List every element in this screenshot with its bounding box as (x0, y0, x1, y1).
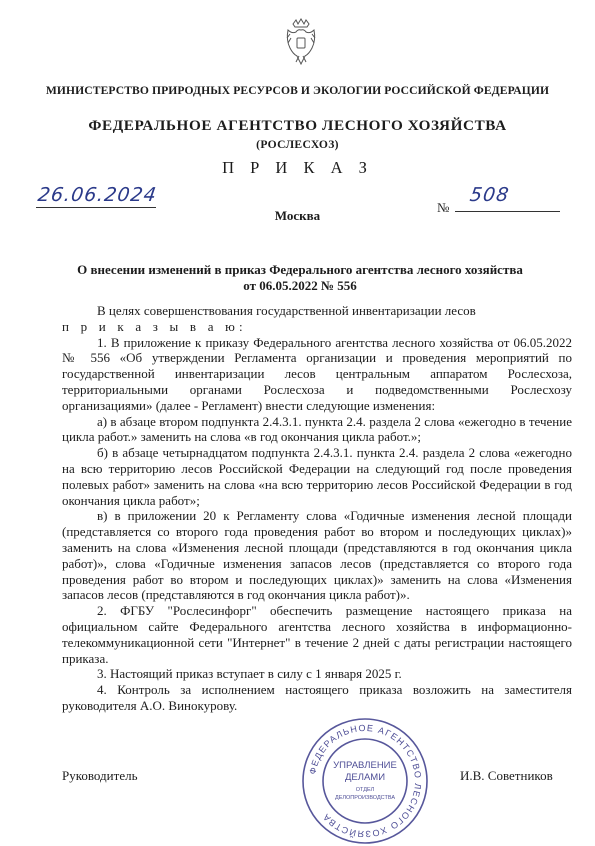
intro-paragraph: В целях совершенствования государственной инвентаризации лесов (97, 303, 476, 318)
document-type: П Р И К А З (222, 158, 373, 177)
order-city: Москва (274, 208, 321, 223)
agency-title: ФЕДЕРАЛЬНОЕ АГЕНТСТВО ЛЕСНОГО ХОЗЯЙСТВА (88, 117, 507, 134)
stamp-line-1: УПРАВЛЕНИЕ (333, 760, 397, 771)
order-number: 508 (468, 184, 511, 206)
number-underline (455, 211, 560, 212)
ministry-title: МИНИСТЕРСТВО ПРИРОДНЫХ РЕСУРСОВ И ЭКОЛОГИИ РОССИЙСКОЙ ФЕДЕРАЦИИ (45, 84, 550, 97)
subparagraph-c: в) в приложении 20 к Регламенту слова «Годичные изменения лесной площади (представляется со второго года проведения работ во втором и последующих циклах)» заменить на слова «Изменения лесной площади (представляются в год окончания цикла работ)», слова «Годичные изменения запасов лесов (представляется со второго года проведения работ во втором и последующих циклах)» заменить на слова «Изменения запасов лесов (представляются в год окончания цикла работ)». (62, 508, 572, 603)
order-body (62, 303, 572, 714)
command-word: п р и к а з ы в а ю: (62, 318, 247, 334)
subparagraph-a: а) в абзаце втором подпункта 2.4.3.1. пункта 2.4. раздела 2 слова «ежегодно в течение цикла работ.» заменить на слова «в год окончания цикла работ.»; (62, 413, 572, 445)
paragraph-3: 3. Настоящий приказ вступает в силу с 1 января 2025 г. (97, 666, 402, 682)
signatory-role: Руководитель (62, 768, 138, 783)
order-date: 26.06.2024 (36, 184, 159, 206)
stamp-line-2: ДЕЛАМИ (344, 772, 386, 783)
stamp-line-4: ДЕЛОПРОИЗВОДСТВА (334, 795, 396, 801)
paragraph-1: 1. В приложение к приказу Федерального агентства лесного хозяйства от 06.05.2022 № 556 «Об утверждении Регламента организации и проведения мероприятий по государственной инвентаризации лесов центральным аппаратом Рослесхоза, территориальными органами Рослесхоза и подведомственными Рослесхозу организациями» (далее - Регламент) внести следующие изменения: (62, 334, 572, 413)
subparagraph-b: б) в абзаце четырнадцатом подпункта 2.4.3.1. пункта 2.4. раздела 2 слова «ежегодно на всю территорию лесов Российской Федерации на следующий год после проведения полевых работ» заменить на слова «на всю территорию лесов Российской Федерации в год окончания цикла работ»; (62, 445, 572, 508)
office-stamp (300, 716, 430, 846)
stamp-line-3: ОТДЕЛ (355, 787, 375, 793)
paragraph-4: 4. Контроль за исполнением настоящего приказа возложить на заместителя руководителя А.О. Винокурову. (62, 682, 572, 713)
signatory-name: И.В. Советников (460, 768, 553, 783)
stamp-ring-text: ФЕДЕРАЛЬНОЕ АГЕНТСТВО ЛЕСНОГО ХОЗЯЙСТВА (307, 722, 424, 840)
subject-line-1: О внесении изменений в приказ Федерального агентства лесного хозяйства (77, 262, 523, 277)
agency-abbreviation: (РОСЛЕСХОЗ) (256, 138, 339, 151)
subject-line-2: от 06.05.2022 № 556 (243, 278, 357, 293)
order-number-label: № (437, 200, 450, 215)
order-subject (60, 262, 540, 294)
paragraph-2: 2. ФГБУ "Рослесинфорг" обеспечить размещение настоящего приказа на официальном сайте Федерального агентства лесного хозяйства в информационно-телекоммуникационной сети "Интернет" в течение 2 дней с даты регистрации настоящего приказа. (62, 603, 572, 666)
coat-of-arms-icon (284, 18, 318, 66)
